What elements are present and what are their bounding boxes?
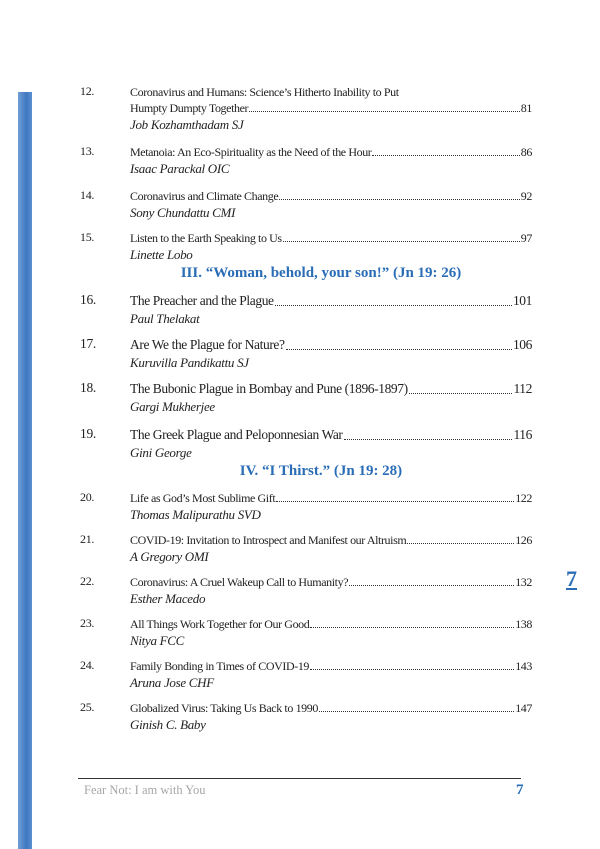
entry-page: 112: [513, 381, 532, 396]
toc-entry-17[interactable]: [80, 336, 532, 371]
entry-author: Gini George: [130, 445, 192, 460]
toc-entry-15[interactable]: [80, 230, 532, 263]
entry-author: Esther Macedo: [130, 591, 206, 606]
entry-author: Isaac Parackal OIC: [130, 161, 230, 176]
entry-title: Listen to the Earth Speaking to Us: [130, 231, 282, 245]
entry-number: 23.: [80, 616, 95, 630]
entry-title: Coronavirus and Humans: Science’s Hitherto Inability to Put: [130, 85, 399, 99]
toc-entry-20[interactable]: [80, 490, 532, 523]
entry-number: 13.: [80, 144, 95, 158]
entry-author: Nitya FCC: [130, 633, 184, 648]
entry-page: 106: [512, 337, 532, 352]
entry-number: 15.: [80, 230, 95, 244]
entry-number: 20.: [80, 490, 95, 504]
footer-page-number: 7: [516, 782, 524, 798]
entry-page: 92: [520, 189, 532, 203]
entry-number: 21.: [80, 532, 95, 546]
entry-title-cont: Humpty Dumpty Together: [130, 101, 249, 115]
entry-page: 101: [512, 293, 532, 308]
entry-number: 17.: [80, 336, 96, 351]
entry-author: Linette Lobo: [130, 247, 193, 262]
entry-title: Coronavirus and Climate Change: [130, 189, 279, 203]
toc-entry-23[interactable]: [80, 616, 532, 649]
side-page-number: 7: [566, 566, 577, 591]
entry-page: 138: [515, 617, 532, 631]
entry-title: COVID-19: Invitation to Introspect and Manifest our Altruism: [130, 533, 407, 547]
toc-entry-14[interactable]: [80, 188, 532, 221]
entry-author: Kuruvilla Pandikattu SJ: [130, 355, 249, 370]
entry-page: 126: [515, 533, 532, 547]
toc-entry-21[interactable]: [80, 532, 532, 565]
entry-author: A Gregory OMI: [130, 549, 209, 564]
entry-title: Life as God’s Most Sublime Gift: [130, 491, 276, 505]
toc-entry-16[interactable]: [80, 292, 532, 327]
entry-page: 86: [520, 145, 532, 159]
toc-entry-24[interactable]: [80, 658, 532, 691]
entry-title: Globalized Virus: Taking Us Back to 1990: [130, 701, 318, 715]
footer-book-title: Fear Not: I am with You: [84, 783, 206, 797]
entry-author: Sony Chundattu CMI: [130, 205, 236, 220]
entry-title: All Things Work Together for Our Good: [130, 617, 310, 631]
entry-title: Coronavirus: A Cruel Wakeup Call to Humanity?: [130, 575, 349, 589]
entry-number: 16.: [80, 292, 96, 307]
entry-number: 18.: [80, 380, 96, 395]
entry-number: 19.: [80, 426, 96, 441]
entry-page: 97: [520, 231, 532, 245]
entry-number: 25.: [80, 700, 95, 714]
entry-number: 12.: [80, 84, 95, 98]
entry-title: The Greek Plague and Peloponnesian War: [130, 427, 343, 442]
entry-author: Thomas Malipurathu SVD: [130, 507, 261, 522]
entry-page: 143: [515, 659, 532, 673]
entry-page: 81: [520, 101, 532, 115]
entry-author: Aruna Jose CHF: [130, 675, 214, 690]
entry-title: The Bubonic Plague in Bombay and Pune (1896-1897): [130, 381, 408, 396]
footer-divider: [78, 778, 521, 779]
entry-title: The Preacher and the Plague: [130, 293, 274, 308]
toc-entry-12[interactable]: [80, 84, 532, 133]
section-heading-iv: IV. “I Thirst.” (Jn 19: 28): [239, 463, 403, 479]
entry-title: Metanoia: An Eco-Spirituality as the Need of the Hour: [130, 145, 372, 159]
entry-page: 147: [515, 701, 532, 715]
toc-entry-22[interactable]: [80, 574, 532, 607]
blue-page-tab: [18, 92, 32, 849]
entry-author: Ginish C. Baby: [130, 717, 206, 732]
toc-entry-19[interactable]: [80, 426, 532, 461]
entry-title: Are We the Plague for Nature?: [130, 337, 285, 352]
entry-number: 22.: [80, 574, 95, 588]
entry-author: Job Kozhamthadam SJ: [130, 117, 244, 132]
toc-entry-13[interactable]: [80, 144, 532, 177]
entry-number: 24.: [80, 658, 95, 672]
section-heading-iii: III. “Woman, behold, your son!” (Jn 19: 26): [180, 265, 462, 281]
entry-title: Family Bonding in Times of COVID-19: [130, 659, 310, 673]
entry-author: Paul Thelakat: [130, 311, 200, 326]
toc-entry-25[interactable]: [80, 700, 532, 733]
entry-page: 132: [515, 575, 532, 589]
entry-page: 122: [515, 491, 532, 505]
entry-page: 116: [513, 427, 532, 442]
toc-entry-18[interactable]: [80, 380, 532, 415]
entry-number: 14.: [80, 188, 95, 202]
entry-author: Gargi Mukherjee: [130, 399, 215, 414]
